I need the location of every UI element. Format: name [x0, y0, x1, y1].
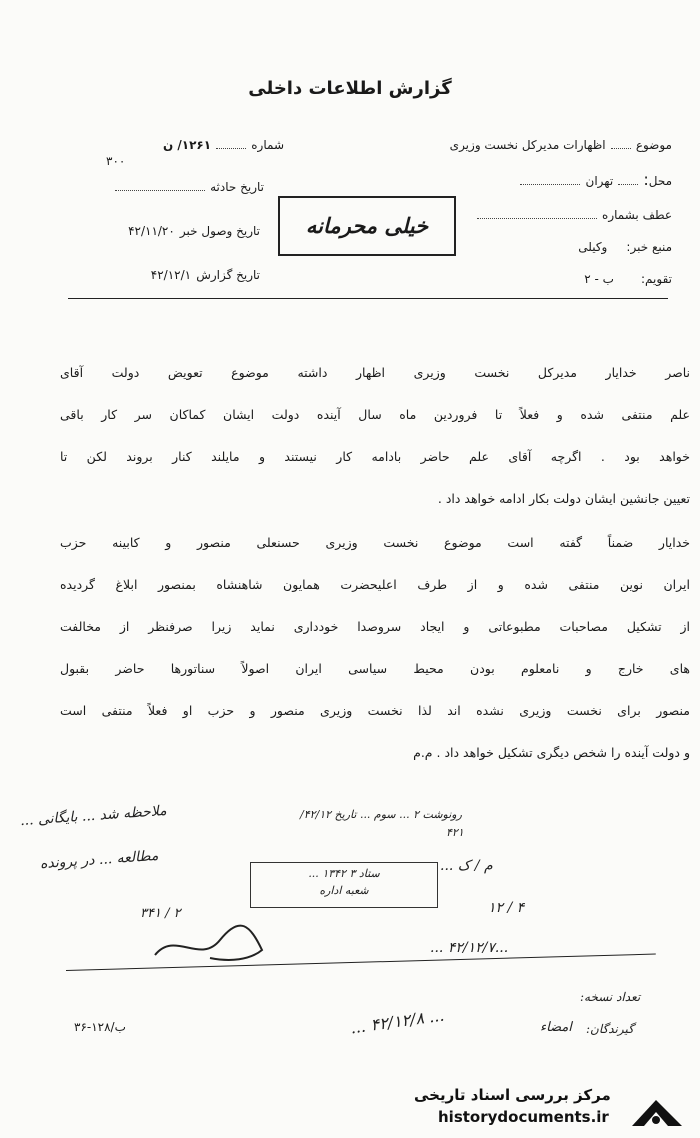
source-label: منبع خبر:: [626, 240, 672, 254]
body-line: و دولت آینده را شخص دیگری تشکیل خواهد داد . م.م: [413, 745, 690, 760]
source-field: [452, 236, 672, 255]
body-line: علم منتفی شده و فعلاً تا فروردین ماه سال آینده دولت ایشان کماکان سر کار باقی: [60, 407, 690, 422]
bottom-scrawl: ... ۴۲/۱۲/۸ ...: [349, 1005, 446, 1038]
place-field: محل: تهران: [452, 170, 672, 189]
copies-label: تعداد نسخه:: [580, 990, 641, 1004]
mid-note-2: ۱۲ / ۴: [488, 900, 525, 916]
number-field: [84, 134, 284, 153]
watermark-title: مرکز بررسی اسناد تاریخی: [414, 1086, 611, 1104]
body-line: های خارج و نامعلوم بودن محیط سیاسی ایران اصولاً سناتورها حاضر بقبول: [60, 661, 690, 676]
rating-label: تقویم:: [641, 272, 672, 286]
received-date-value: ۴۲/۱۱/۲۰: [128, 224, 175, 238]
body-line: ایران نوین منتفی شده و از طرف اعلیحضرت همایون شاهنشاه بمنصور ابلاغ گردیده: [60, 577, 690, 592]
received-note-sub: ۴۲۱: [446, 826, 464, 839]
archive-logo-icon: [626, 1096, 688, 1134]
registry-stamp: [250, 862, 438, 908]
place-value: تهران: [585, 174, 614, 188]
left-note-3: ۳۴۱ / ۲: [140, 906, 181, 921]
number-value: ۱۲۶۱/ ن: [162, 138, 212, 152]
body-line: منصور برای نخست وزیری نشده اند لذا نخست وزیری منصور و حزب او فعلاً منتفی است: [60, 703, 690, 718]
report-date-field: [80, 264, 260, 283]
report-date-label: تاریخ گزارش: [196, 268, 260, 282]
body-line: تعیین جانشین ایشان دولت بکار ادامه خواهد داد .: [437, 491, 690, 506]
header-divider: [68, 298, 668, 299]
body-line: ناصر خدایار مدیرکل نخست وزیری اظهار داشته موضوع تعویض دولت آقای: [60, 365, 690, 380]
event-date-field: [84, 176, 264, 195]
watermark-url: historydocuments.ir: [438, 1108, 609, 1126]
registry-stamp-line1: ستاد ۳ ۱۳۴۲ ...: [308, 867, 380, 880]
ref-label: عطف بشماره: [602, 208, 672, 222]
mid-note-3: ...۴۲/۱۲/۷ ...: [430, 940, 509, 956]
report-title: گزارش اطلاعات داخلی: [248, 78, 452, 99]
event-date-label: تاریخ حادثه: [210, 180, 264, 194]
rating-value: ب - ۲: [584, 272, 614, 286]
body-line: از تشکیل مصاحبات مطبوعاتی و ایجاد سروصدا خودداری نماید زیرا صرفنظر از مخالفت: [60, 619, 690, 634]
received-date-field: [70, 220, 260, 239]
classification-stamp: خیلی محرمانه: [278, 196, 456, 256]
source-value: وکیلی: [578, 240, 608, 254]
rating-field: [452, 268, 672, 287]
number-sub: ۳۰۰: [106, 154, 126, 168]
body-line: خدایار ضمناً گفته است موضوع نخست وزیری حسنعلی منصور و کابینه حزب: [60, 535, 690, 550]
signature-text: امضاء: [540, 1020, 572, 1035]
document-code: ۳۶-۱۲۸/ب: [74, 1020, 126, 1034]
number-label: شماره: [251, 138, 284, 152]
subject-label: موضوع: [635, 138, 672, 152]
subject-field: [372, 134, 672, 153]
report-body: [60, 352, 690, 774]
recipients-label: گیرندگان:: [586, 1022, 634, 1036]
received-note: رونوشت ۲ ... سوم ... تاریخ ۴۲/۱۲/: [300, 808, 462, 821]
received-date-label: تاریخ وصول خبر: [179, 224, 260, 238]
left-note-2: مطالعه ... در پرونده: [39, 847, 159, 873]
body-line: خواهد بود . اگرچه آقای علم حاضر بادامه کار نیستند و مایلند کنار بروند لکن تا: [60, 449, 690, 464]
registry-stamp-line2: شعبه اداره: [319, 884, 369, 897]
place-label: محل: [648, 174, 672, 188]
subject-value: اظهارات مدیرکل نخست وزیری: [449, 138, 606, 152]
signature-scribble: [150, 920, 270, 970]
report-date-value: ۴۲/۱۲/۱: [150, 268, 192, 282]
mid-note-1: م / ک ...: [440, 858, 493, 874]
ref-field: [452, 204, 672, 223]
left-note-1: ملاحظه شد ... بایگانی ...: [19, 802, 168, 830]
